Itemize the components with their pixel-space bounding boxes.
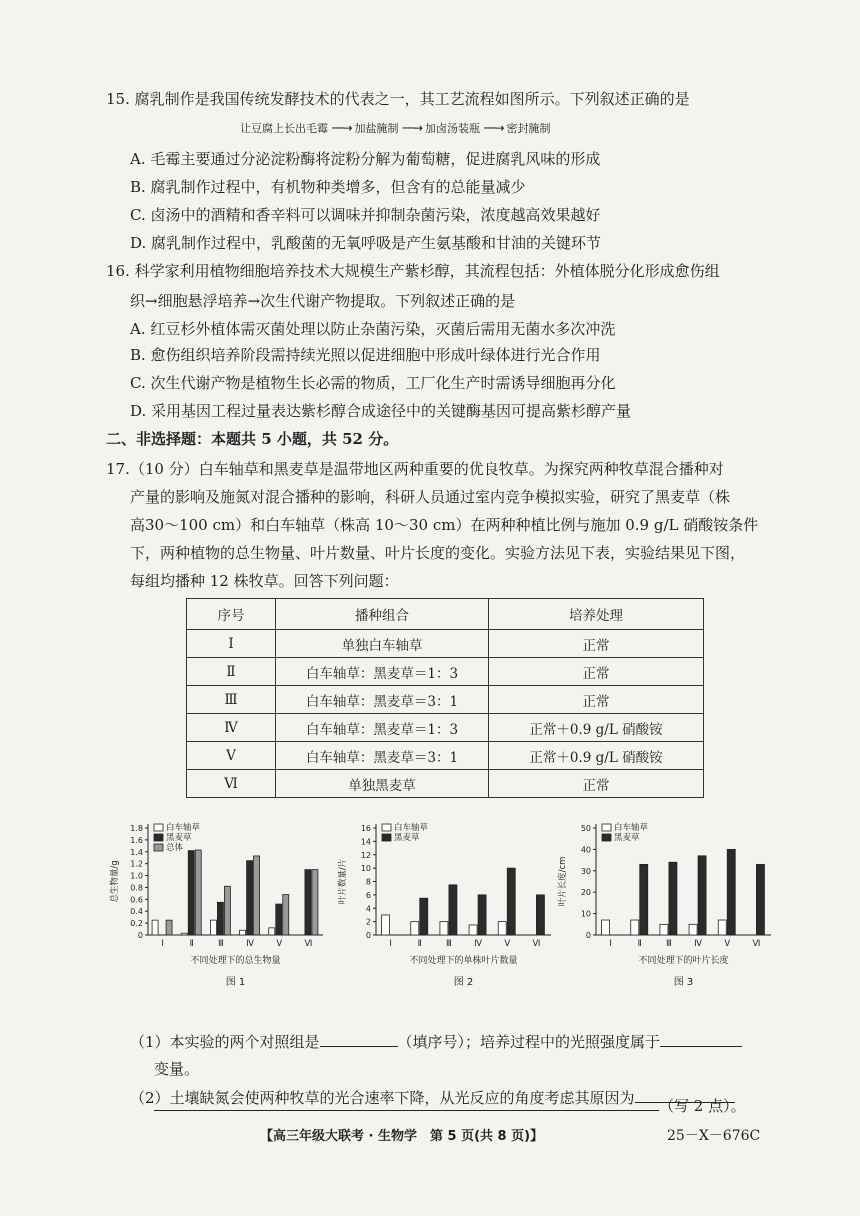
legend-swatch — [602, 824, 611, 831]
bar — [240, 930, 246, 935]
chart-fig1-wrapper — [108, 820, 333, 994]
chart-title: 不同处理下的总生物量 — [190, 956, 281, 966]
experiment-table — [186, 598, 704, 798]
bar — [698, 856, 706, 935]
figure-caption: 图 1 — [225, 977, 246, 988]
x-tick-label: Ⅳ — [474, 939, 483, 949]
q16-stem-line1: 16. 科学家利用植物细胞培养技术大规模生产紫杉醇，其流程包括：外植体脱分化形成愈伤组 — [106, 262, 720, 280]
flow-step-1: 让豆腐上长出毛霉 — [240, 122, 328, 135]
bar — [269, 928, 275, 935]
figure-caption: 图 2 — [453, 977, 474, 988]
bar — [411, 922, 419, 935]
q15-option-b: B. 腐乳制作过程中，有机物种类增多，但含有的总能量减少 — [130, 178, 526, 196]
table-row — [187, 770, 704, 798]
q17-line-4: 下，两种植物的总生物量、叶片数量、叶片长度的变化。实验方法见下表，实验结果见下图， — [130, 544, 746, 562]
bar — [660, 924, 668, 935]
bar — [217, 902, 223, 935]
bar — [224, 886, 230, 935]
legend-label: 黑麦草 — [166, 833, 192, 843]
table-cell: Ⅵ — [187, 770, 276, 798]
q15-option-a: A. 毛霉主要通过分泌淀粉酶将淀粉分解为葡萄糖，促进腐乳风味的形成 — [130, 150, 601, 168]
table-row — [187, 658, 704, 686]
y-tick-label: 10 — [580, 909, 591, 919]
y-tick-label: 0.2 — [130, 919, 143, 929]
bar — [669, 862, 677, 935]
y-tick-label: 1.4 — [130, 847, 143, 857]
y-tick-label: 4 — [365, 904, 371, 914]
table-cell: 正常＋0.9 g/L 硝酸铵 — [489, 714, 704, 742]
y-tick-label: 0 — [585, 931, 591, 940]
table-cell: 白车轴草：黑麦草＝3：1 — [276, 686, 489, 714]
x-tick-label: Ⅱ — [637, 939, 642, 949]
q17-sub2-b: （写 2 点）。 — [659, 1097, 746, 1115]
legend-swatch — [154, 834, 163, 841]
table-cell: Ⅳ — [187, 714, 276, 742]
chart-fig1 — [108, 820, 333, 990]
q17-line-1: 17.（10 分）白车轴草和黑麦草是温带地区两种重要的优良牧草。为探究两种牧草混合播种对 — [106, 460, 724, 478]
y-tick-label: 0.4 — [130, 907, 143, 917]
flow-step-2: 加盐腌制 — [354, 122, 399, 135]
y-tick-label: 16 — [360, 824, 371, 833]
q17-line-2: 产量的影响及施氮对混合播种的影响，科研人员通过室内竞争模拟实验，研究了黑麦草（株 — [130, 488, 731, 506]
bar — [254, 856, 260, 935]
answer-blank-4[interactable] — [154, 1094, 659, 1111]
bar — [382, 915, 390, 935]
q15-option-d: D. 腐乳制作过程中，乳酸菌的无氧呼吸是产生氨基酸和甘油的关键环节 — [130, 234, 602, 252]
bar — [166, 920, 172, 935]
legend-label: 白车轴草 — [394, 823, 429, 833]
x-tick-label: Ⅵ — [532, 939, 541, 949]
bar — [536, 895, 544, 935]
bar — [478, 895, 486, 935]
flow-arrow-icon: ──→ — [332, 121, 351, 135]
flow-arrow-icon: ──→ — [484, 121, 503, 135]
x-tick-label: Ⅳ — [694, 939, 703, 949]
legend-swatch — [154, 844, 163, 851]
q17-sub1-a: （1）本实验的两个对照组是 — [130, 1033, 320, 1051]
y-axis-label: 总生物量/g — [110, 860, 120, 903]
table-cell: 白车轴草：黑麦草＝1：3 — [276, 714, 489, 742]
bar — [152, 920, 158, 935]
y-tick-label: 1.6 — [130, 835, 143, 845]
answer-blank-2[interactable] — [660, 1030, 742, 1047]
legend-label: 白车轴草 — [614, 823, 649, 833]
chart-fig2-wrapper — [336, 820, 561, 994]
legend-swatch — [154, 824, 163, 831]
q17-line-3: 高30～100 cm）和白车轴草（株高 10～30 cm）在两种种植比例与施加 0.9 g/L 硝酸铵条件 — [130, 516, 759, 534]
chart-fig2 — [336, 820, 561, 990]
answer-blank-1[interactable] — [320, 1030, 398, 1047]
table-header-row — [187, 599, 704, 630]
q17-sub2-a: （2）土壤缺氮会使两种牧草的光合速率下降，从光反应的角度考虑其原因为 — [130, 1089, 635, 1107]
table-header: 培养处理 — [489, 599, 704, 630]
x-tick-label: Ⅱ — [417, 939, 422, 949]
x-tick-label: Ⅲ — [217, 939, 224, 949]
figure-caption: 图 3 — [673, 977, 694, 988]
x-tick-label: Ⅵ — [752, 939, 761, 949]
chart-fig3 — [556, 820, 781, 990]
legend-swatch — [382, 824, 391, 831]
y-tick-label: 0.8 — [130, 883, 143, 893]
y-tick-label: 2 — [365, 917, 371, 927]
q17-sub1-b: （填序号）；培养过程中的光照强度属于 — [397, 1033, 661, 1051]
bar — [631, 920, 639, 935]
bar — [305, 870, 311, 935]
bar — [718, 920, 726, 935]
bar — [449, 885, 457, 935]
legend-label: 白车轴草 — [166, 823, 201, 833]
y-tick-label: 0.6 — [130, 895, 143, 905]
bar — [440, 922, 448, 935]
table-cell: 正常 — [489, 630, 704, 658]
y-tick-label: 8 — [365, 877, 371, 887]
table-cell: Ⅰ — [187, 630, 276, 658]
table-row — [187, 630, 704, 658]
q17-line-5: 每组均播种 12 株牧草。回答下列问题： — [130, 572, 399, 590]
y-tick-label: 0 — [137, 931, 143, 940]
x-tick-label: Ⅰ — [389, 939, 392, 949]
y-tick-label: 1.8 — [130, 824, 143, 833]
legend-swatch — [382, 834, 391, 841]
table-cell: 正常 — [489, 770, 704, 798]
table-cell: 白车轴草：黑麦草＝1：3 — [276, 658, 489, 686]
table-cell: 正常 — [489, 658, 704, 686]
table-cell: 单独白车轴草 — [276, 630, 489, 658]
y-tick-label: 30 — [580, 866, 591, 876]
bar — [247, 861, 253, 935]
y-tick-label: 40 — [580, 845, 591, 855]
bar — [312, 870, 318, 935]
q16-option-c: C. 次生代谢产物是植物生长必需的物质，工厂化生产时需诱导细胞再分化 — [130, 374, 616, 392]
q17-sub2-line — [154, 1094, 746, 1117]
table-cell: Ⅴ — [187, 742, 276, 770]
bar — [469, 925, 477, 935]
bar — [727, 849, 735, 935]
y-axis-label: 叶片长度/cm — [558, 856, 568, 907]
x-tick-label: Ⅱ — [189, 939, 194, 949]
x-tick-label: Ⅴ — [724, 939, 731, 949]
bar — [640, 864, 648, 935]
x-tick-label: Ⅳ — [246, 939, 255, 949]
table-cell: 正常＋0.9 g/L 硝酸铵 — [489, 742, 704, 770]
x-tick-label: Ⅲ — [665, 939, 672, 949]
exam-code: 25－X－676C — [667, 1128, 761, 1144]
bar — [756, 864, 764, 935]
flow-arrow-icon: ──→ — [402, 121, 422, 135]
table-header: 序号 — [187, 599, 276, 630]
bar — [498, 922, 506, 935]
page-footer: 【高三年级大联考 · 生物学 第 5 页(共 8 页)】 — [260, 1129, 544, 1144]
q16-option-a: A. 红豆杉外植体需灭菌处理以防止杂菌污染，灭菌后需用无菌水多次冲洗 — [130, 320, 616, 338]
table-cell: 正常 — [489, 686, 704, 714]
q16-stem-line2: 织→细胞悬浮培养→次生代谢产物提取。下列叙述正确的是 — [130, 292, 516, 310]
q17-sub1-c: 变量。 — [154, 1060, 200, 1078]
bar — [283, 895, 289, 935]
bar — [689, 924, 697, 935]
table-row — [187, 714, 704, 742]
flow-step-3: 加卤汤装瓶 — [425, 122, 481, 135]
table-cell: Ⅱ — [187, 658, 276, 686]
x-tick-label: Ⅰ — [609, 939, 612, 949]
x-tick-label: Ⅴ — [504, 939, 511, 949]
table-row — [187, 686, 704, 714]
legend-swatch — [602, 834, 611, 841]
q16-option-b: B. 愈伤组织培养阶段需持续光照以促进细胞中形成叶绿体进行光合作用 — [130, 346, 601, 364]
x-tick-label: Ⅵ — [304, 939, 313, 949]
chart-title: 不同处理下的叶片长度 — [638, 956, 729, 966]
q17-sub1 — [130, 1030, 742, 1053]
bar — [507, 868, 515, 935]
legend-label: 总体 — [166, 843, 184, 853]
q16-option-d: D. 采用基因工程过量表达紫杉醇合成途径中的关键酶基因可提高紫杉醇产量 — [130, 402, 632, 420]
x-tick-label: Ⅲ — [445, 939, 452, 949]
bar — [276, 904, 282, 935]
section-heading: 二、非选择题：本题共 5 小题，共 52 分。 — [106, 430, 399, 448]
y-tick-label: 0 — [365, 931, 371, 940]
x-tick-label: Ⅴ — [276, 939, 283, 949]
y-tick-label: 1.0 — [130, 871, 143, 881]
flow-step-4: 密封腌制 — [506, 122, 551, 135]
table-cell: 单独黑麦草 — [276, 770, 489, 798]
y-tick-label: 10 — [360, 864, 371, 874]
bar — [420, 898, 428, 935]
bar — [181, 933, 187, 935]
y-tick-label: 12 — [360, 850, 371, 860]
legend-label: 黑麦草 — [614, 833, 640, 843]
table-cell: Ⅲ — [187, 686, 276, 714]
bar — [188, 851, 194, 935]
table-row — [187, 742, 704, 770]
y-tick-label: 14 — [360, 837, 371, 847]
table-cell: 白车轴草：黑麦草＝3：1 — [276, 742, 489, 770]
bar — [602, 920, 610, 935]
x-tick-label: Ⅰ — [161, 939, 164, 949]
y-tick-label: 6 — [365, 890, 371, 900]
bar — [210, 920, 216, 935]
chart-fig3-wrapper — [556, 820, 781, 994]
table-header: 播种组合 — [276, 599, 489, 630]
y-tick-label: 1.2 — [130, 859, 143, 869]
q15-stem: 15. 腐乳制作是我国传统发酵技术的代表之一，其工艺流程如图所示。下列叙述正确的是 — [106, 90, 690, 108]
q15-option-c: C. 卤汤中的酒精和香辛料可以调味并抑制杂菌污染，浓度越高效果越好 — [130, 206, 601, 224]
y-axis-label: 叶片数量/片 — [338, 858, 348, 905]
y-tick-label: 50 — [580, 824, 591, 833]
y-tick-label: 20 — [580, 888, 591, 898]
q15-flowchart — [240, 120, 551, 136]
bar — [195, 850, 201, 935]
chart-title: 不同处理下的单株叶片数量 — [409, 956, 518, 966]
legend-label: 黑麦草 — [394, 833, 420, 843]
